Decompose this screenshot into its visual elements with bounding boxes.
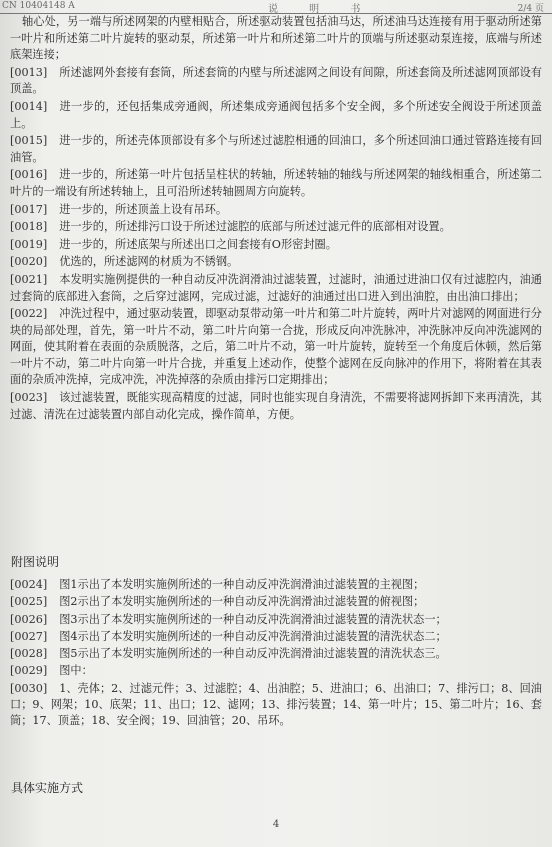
list-item: [0026] 图3示出了本发明实施例所述的一种自动反冲洗润滑油过滤装置的清洗状态一； (10, 612, 447, 626)
paragraph: [0014] 进一步的，还包括集成旁通阀，所述集成旁通阀包括多个安全阀，多个所述安全阀设于所述顶盖上。 (10, 99, 542, 130)
list-item: [0024] 图1示出了本发明实施例所述的一种自动反冲洗润滑油过滤装置的主视图； (10, 578, 425, 591)
paragraph: [0015] 进一步的，所述壳体顶部设有多个与所述过滤腔相通的回油口，多个所述回油口通过管路连接有回油管。 (10, 134, 542, 164)
section-heading-figures: 附图说明 (11, 555, 60, 569)
document-title: 说 明 书 (268, 4, 375, 15)
list-item: [0030] 1、壳体；2、过滤元件；3、过滤腔；4、出油腔；5、进油口；6、出油口；7、排污口；8、回油口；9、网架；10、底架；11、出口；12、滤网；13、排污装置；14、第一叶片；15、第二叶片；16、套筒；17、顶盖；18、安全阀；19、回油管；20、吊环。 (10, 681, 542, 728)
paragraph: [0016] 进一步的，所述第一叶片包括呈柱状的转轴，所述转轴的轴线与所述网架的轴线相重合，所述第二叶片的一端设有所述转轴上，且可沿所述转轴圆周方向旋转。 (10, 168, 542, 198)
paragraph: [0021] 本发明实施例提供的一种自动反冲洗润滑油过滤装置，过滤时，油通过进油口仅有过滤腔内，油通过套筒的底部进入套筒，之后穿过滤网，完成过滤，过滤好的油通过出口进入到出油腔，由出油口排出； (10, 272, 542, 303)
paragraph: 轴心处，另一端与所述网架的内壁相贴合，所述驱动装置包括油马达，所述油马达连接有用于驱动所述第一叶片和所述第二叶片旋转的驱动泵，所述第一叶片和所述第二叶片的顶端与所述驱动泵连接，底端与所述底架连接； (10, 15, 542, 62)
list-item: [0027] 图4示出了本发明实施例所述的一种自动反冲洗润滑油过滤装置的清洗状态二； (10, 629, 447, 643)
figure-list (10, 577, 542, 731)
paragraph: [0023] 该过滤装置，既能实现高精度的过滤，同时也能实现自身清洗，不需要将滤网拆卸下来再清洗，其过滤、清洗在过滤装置内部自动化完成，操作简单，方便。 (10, 391, 542, 421)
list-item: [0028] 图5示出了本发明实施例所述的一种自动反冲洗润滑油过滤装置的清洗状态三。 (10, 647, 447, 661)
page-number: 4 (272, 819, 280, 830)
paragraph: [0020] 优选的，所述滤网的材质为不锈钢。 (10, 255, 239, 269)
section-heading-embodiment: 具体实施方式 (11, 781, 84, 795)
page-counter: 2/4 页 (517, 4, 544, 14)
paragraph: [0019] 进一步的，所述底架与所述出口之间套接有O形密封圈。 (10, 237, 337, 251)
body-paragraphs (10, 14, 542, 424)
list-item: [0029] 图中： (10, 664, 93, 678)
paragraph: [0013] 所述滤网外套接有套筒，所述套筒的内壁与所述滤网之间设有间隙，所述套筒及所述滤网顶部设有顶盖。 (10, 65, 542, 96)
paragraph: [0018] 进一步的，所述排污口设于所述过滤腔的底部与所述过滤元件的底部相对设置。 (10, 220, 451, 234)
document-number: CN 10404148 A (2, 1, 75, 11)
list-item: [0025] 图2示出了本发明实施例所述的一种自动反冲洗润滑油过滤装置的俯视图； (10, 595, 425, 609)
paragraph: [0017] 进一步的，所述顶盖上设有吊环。 (10, 202, 228, 216)
paragraph: [0022] 冲洗过程中，通过驱动装置，即驱动泵带动第一叶片和第二叶片旋转，两叶片对滤网的网面进行分块的局部处理，首先，第一叶片不动，第二叶片向第一合拢，形成反向冲洗脉冲，冲洗脉冲反向冲洗滤网的网面，使其附着在表面的杂质脱落，之后，第二叶片不动，第一叶片旋转，旋转至一个角度后休顿，然后第一叶片不动，第二叶片向第一叶片合拢，并重复上述动作，使整个滤网在反向脉冲的作用下，将附着在其表面的杂质冲洗掉，完成冲洗，冲洗掉落的杂质由排污口定期排出； (10, 307, 542, 387)
page-header (0, 0, 552, 14)
